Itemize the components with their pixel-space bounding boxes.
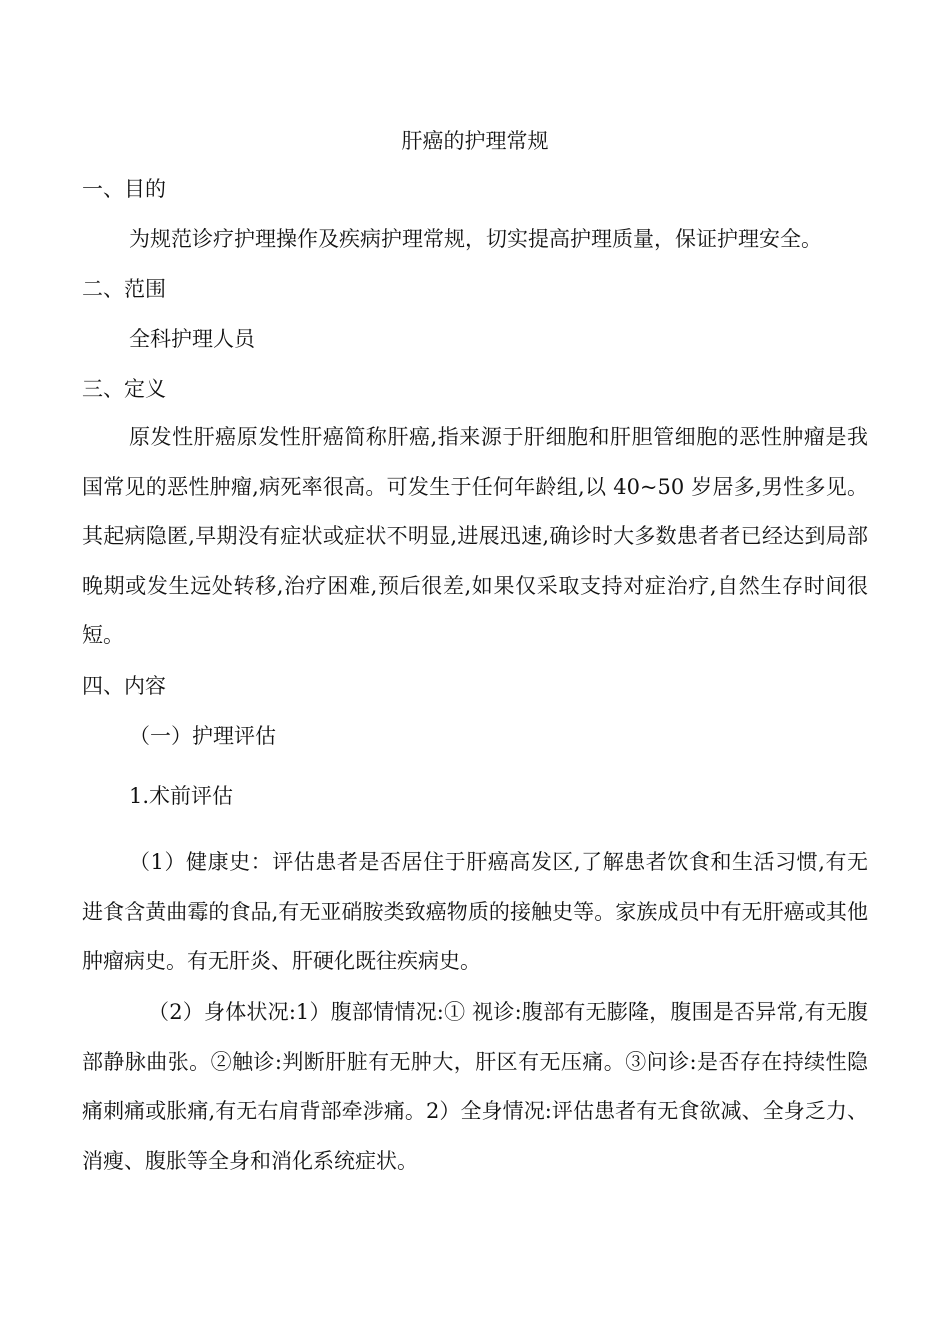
heading-scope: 二、范围 bbox=[82, 277, 166, 301]
document-title: 肝癌的护理常规 bbox=[401, 129, 549, 153]
purpose-text: 为规范诊疗护理操作及疾病护理常规，切实提高护理质量，保证护理安全。 bbox=[129, 227, 822, 251]
subheading-preop-assessment: 1.术前评估 bbox=[129, 784, 234, 808]
subheading-nursing-assessment: （一）护理评估 bbox=[129, 724, 276, 748]
heading-content: 四、内容 bbox=[82, 674, 166, 698]
physical-status-text: （2）身体状况:1）腹部情情况:① 视诊:腹部有无膨隆，腹围是否异常,有无腹部静脉曲张。②触诊:判断肝脏有无肿大，肝区有无压痛。③问诊:是否存在持续性隐痛刺痛或胀痛,有无右肩背部牵涉痛。2）全身情况:评估患者有无食欲减、全身乏力、消瘦、腹胀等全身和消化系统症状。 bbox=[82, 1000, 868, 1173]
heading-purpose: 一、目的 bbox=[82, 177, 166, 201]
scope-text: 全科护理人员 bbox=[129, 327, 255, 351]
heading-definition: 三、定义 bbox=[82, 377, 166, 401]
definition-text: 原发性肝癌原发性肝癌简称肝癌,指来源于肝细胞和肝胆管细胞的恶性肿瘤是我国常见的恶性肿瘤,病死率很高。可发生于任何年龄组,以 40~50 岁居多,男性多见。其起病隐匿,早期没有症状或症状不明显,进展迅速,确诊时大多数患者者已经达到局部晚期或发生远处转移,治疗困难,预后很差,如果仅采取支持对症治疗,自然生存时间很短。 bbox=[82, 425, 868, 647]
health-history-text: （1）健康史：评估患者是否居住于肝癌高发区,了解患者饮食和生活习惯,有无进食含黄曲霉的食品,有无亚硝胺类致癌物质的接触史等。家族成员中有无肝癌或其他肿瘤病史。有无肝炎、肝硬化既往疾病史。 bbox=[82, 850, 868, 973]
